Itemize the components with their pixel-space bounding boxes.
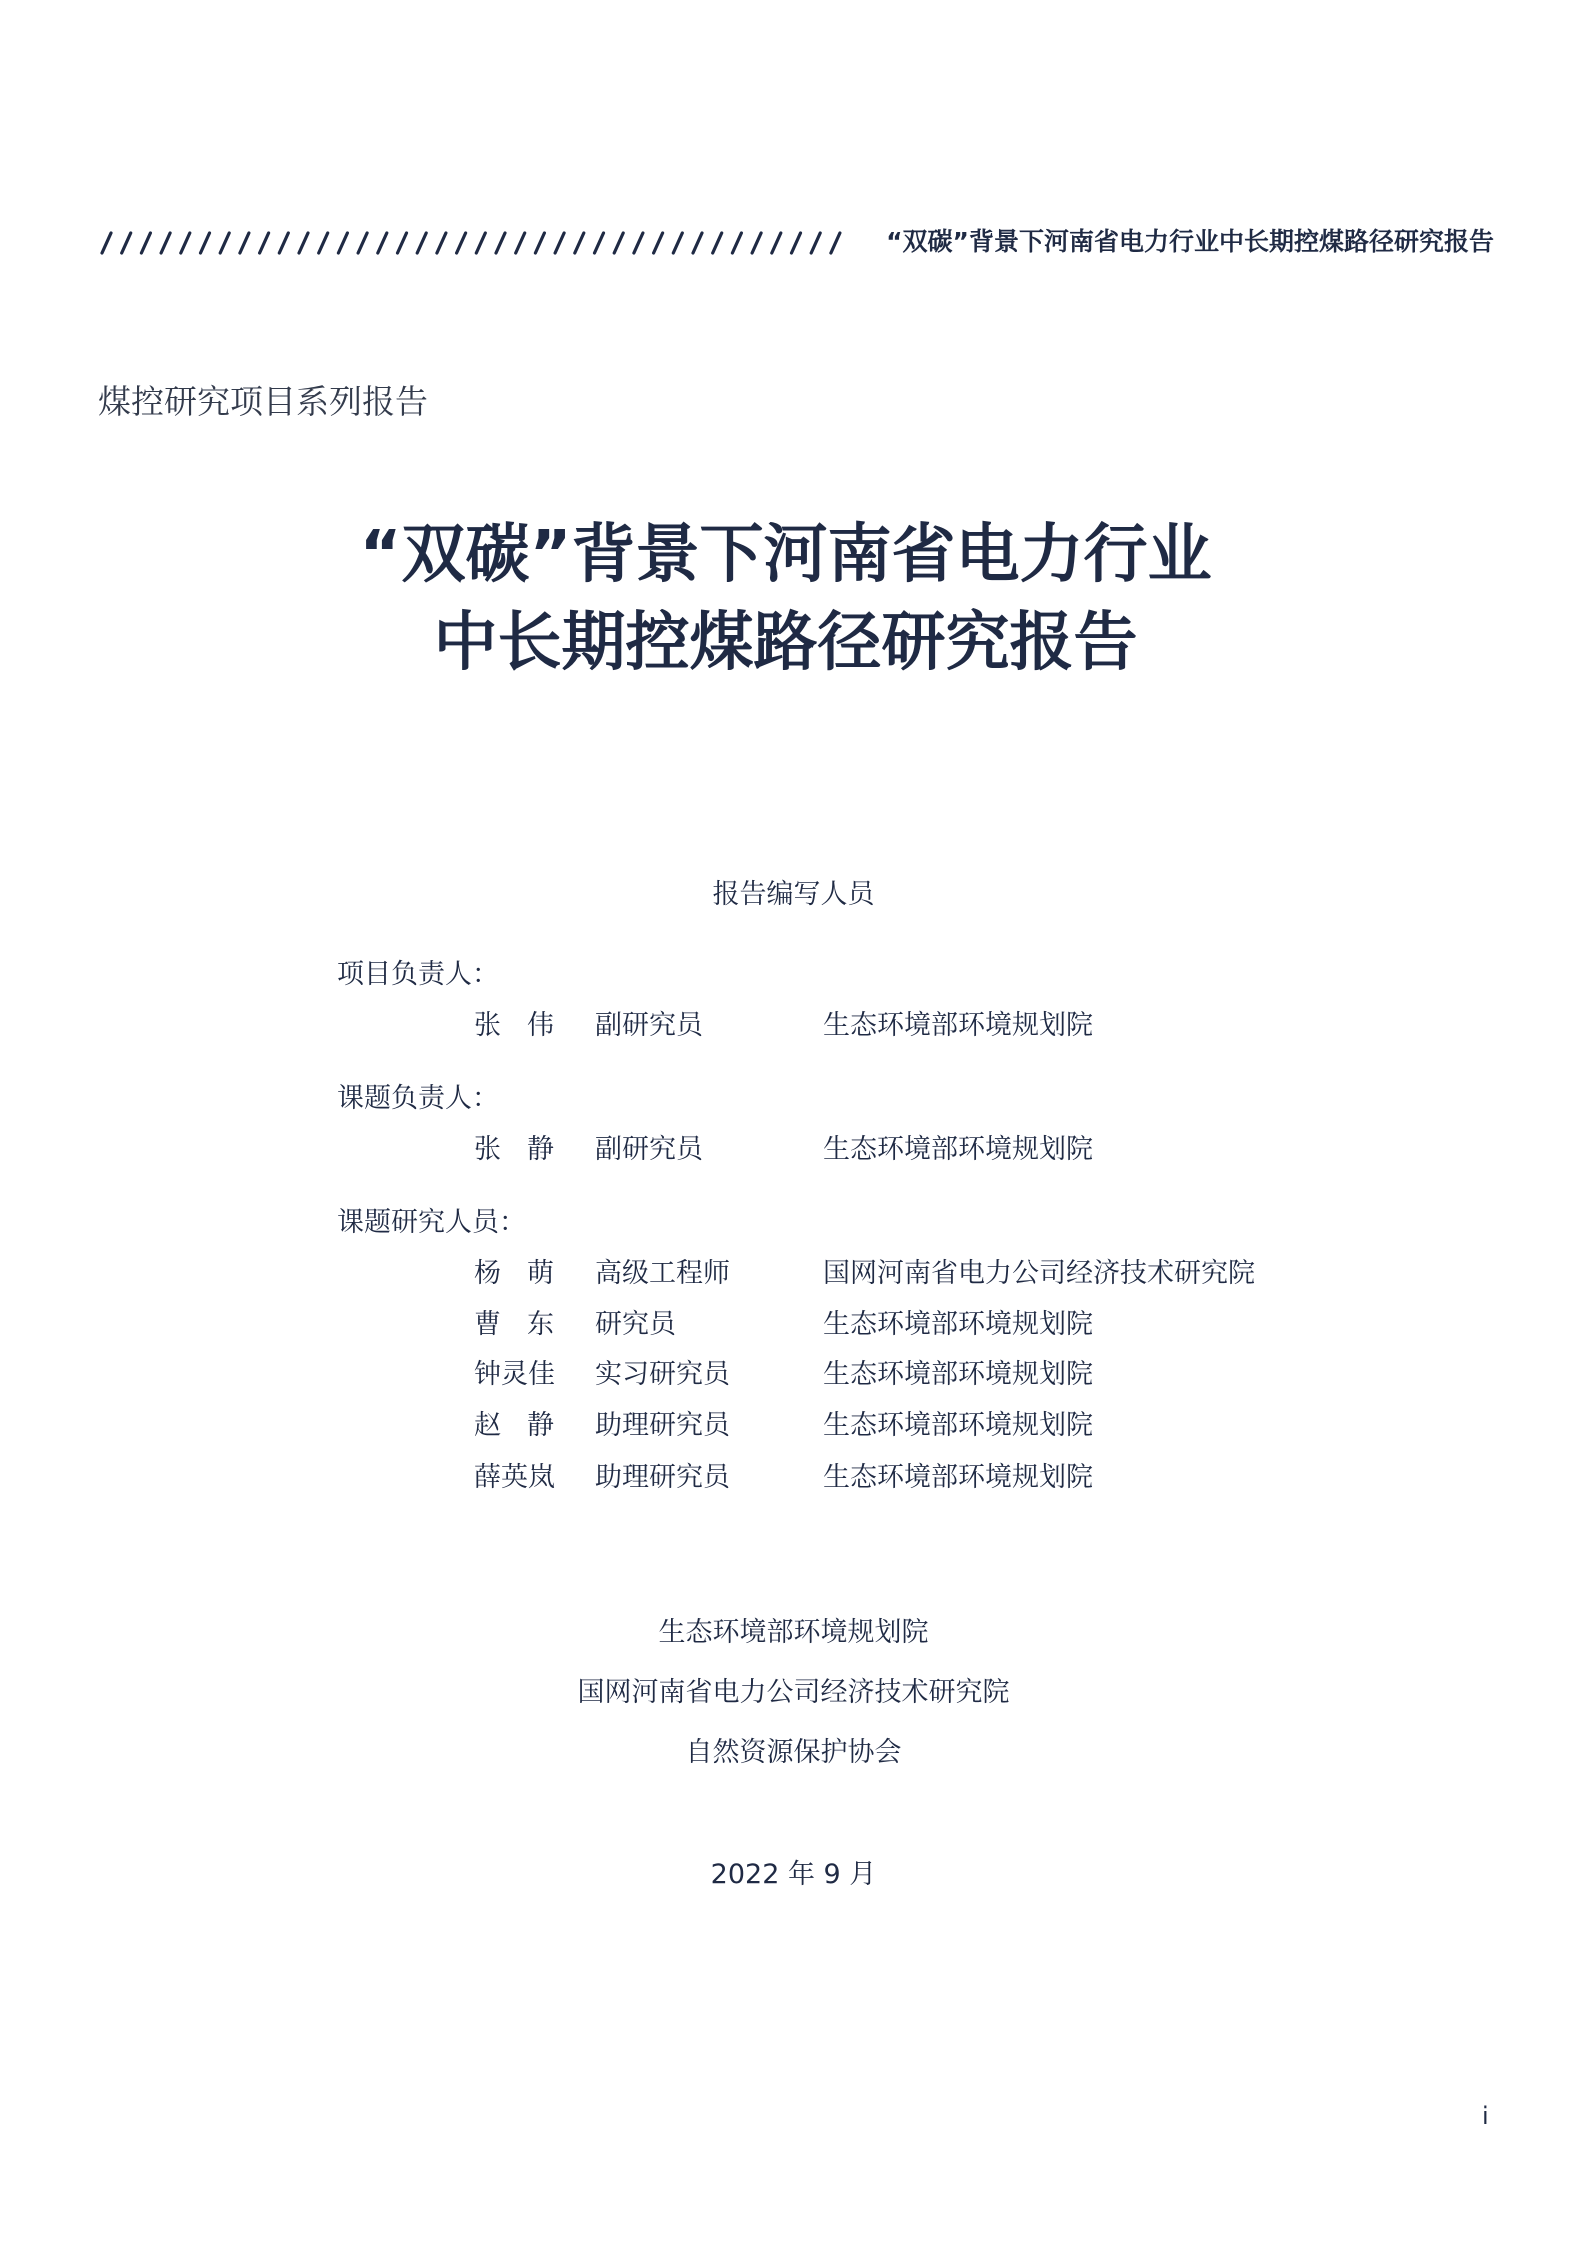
institutions-list	[0, 1610, 1587, 1790]
author-row	[0, 1127, 1587, 1167]
author-organization: 生态环境部环境规划院	[823, 1462, 1093, 1493]
header-stripe	[417, 233, 426, 253]
author-role: 高级工程师	[595, 1258, 730, 1289]
header-stripe	[437, 233, 446, 253]
running-header-title: “双碳”背景下河南省电力行业中长期控煤路径研究报告	[886, 227, 1494, 256]
author-name: 薛英岚	[474, 1462, 555, 1493]
header-stripe	[654, 233, 663, 253]
header-stripe	[614, 233, 623, 253]
header-stripe	[338, 233, 347, 253]
report-title-line-2: 中长期控煤路径研究报告	[433, 606, 1138, 680]
author-row	[0, 1251, 1587, 1291]
header-stripe	[161, 233, 170, 253]
header-stripe	[102, 233, 111, 253]
header-stripe	[122, 233, 131, 253]
header-stripe	[496, 233, 505, 253]
page-number: i	[1482, 2102, 1489, 2130]
author-name: 张伟	[474, 1010, 554, 1041]
header-stripe	[752, 233, 761, 253]
header-stripe	[792, 233, 801, 253]
author-name: 张静	[474, 1134, 554, 1165]
author-organization: 生态环境部环境规划院	[823, 1134, 1093, 1165]
header-stripe	[279, 233, 288, 253]
author-role: 副研究员	[595, 1010, 703, 1041]
header-stripe	[201, 233, 210, 253]
header-stripe	[673, 233, 682, 253]
header-stripe	[575, 233, 584, 253]
author-row	[0, 1352, 1587, 1392]
header-stripe	[713, 233, 722, 253]
institution-name: 自然资源保护协会	[685, 1737, 902, 1768]
publication-date: 2022 年 9 月	[710, 1859, 877, 1890]
header-stripe	[811, 233, 820, 253]
author-role: 实习研究员	[595, 1359, 730, 1390]
header-stripe	[398, 233, 407, 253]
header-stripe	[595, 233, 604, 253]
header-stripe	[693, 233, 702, 253]
header-stripe	[457, 233, 466, 253]
header-stripe	[555, 233, 564, 253]
header-decorative-stripes	[98, 230, 853, 256]
header-stripe	[299, 233, 308, 253]
header-stripe	[240, 233, 249, 253]
author-row	[0, 1003, 1587, 1043]
author-name: 曹东	[474, 1309, 554, 1340]
header-stripe	[181, 233, 190, 253]
header-stripe	[220, 233, 229, 253]
group-label-topic-lead: 课题负责人：	[337, 1083, 499, 1114]
header-stripe	[732, 233, 741, 253]
author-role: 助理研究员	[595, 1462, 730, 1493]
author-role: 研究员	[595, 1309, 676, 1340]
header-stripe	[535, 233, 544, 253]
author-organization: 生态环境部环境规划院	[823, 1410, 1093, 1441]
author-role: 助理研究员	[595, 1410, 730, 1441]
header-stripe	[634, 233, 643, 253]
group-label-project-lead: 项目负责人：	[337, 959, 499, 990]
author-row	[0, 1403, 1587, 1443]
header-stripe	[141, 233, 150, 253]
author-role: 副研究员	[595, 1134, 703, 1165]
header-stripe	[476, 233, 485, 253]
header-stripe	[831, 233, 840, 253]
author-row	[0, 1302, 1587, 1342]
header-stripe	[358, 233, 367, 253]
header-stripe	[260, 233, 269, 253]
author-organization: 国网河南省电力公司经济技术研究院	[823, 1258, 1255, 1289]
institution-name: 国网河南省电力公司经济技术研究院	[577, 1677, 1010, 1708]
series-label: 煤控研究项目系列报告	[98, 382, 428, 421]
group-label-researchers: 课题研究人员：	[337, 1207, 526, 1238]
header-stripe	[319, 233, 328, 253]
header-stripe	[378, 233, 387, 253]
author-organization: 生态环境部环境规划院	[823, 1010, 1093, 1041]
header-stripe	[772, 233, 781, 253]
author-name: 赵静	[474, 1410, 554, 1441]
author-organization: 生态环境部环境规划院	[823, 1359, 1093, 1390]
author-organization: 生态环境部环境规划院	[823, 1309, 1093, 1340]
author-name: 杨萌	[474, 1258, 554, 1289]
header-stripe	[516, 233, 525, 253]
author-row	[0, 1455, 1587, 1495]
report-title-line-1: “双碳”背景下河南省电力行业	[359, 518, 1212, 592]
institution-name: 生态环境部环境规划院	[658, 1617, 929, 1648]
author-name: 钟灵佳	[474, 1359, 555, 1390]
authors-heading: 报告编写人员	[712, 879, 875, 910]
